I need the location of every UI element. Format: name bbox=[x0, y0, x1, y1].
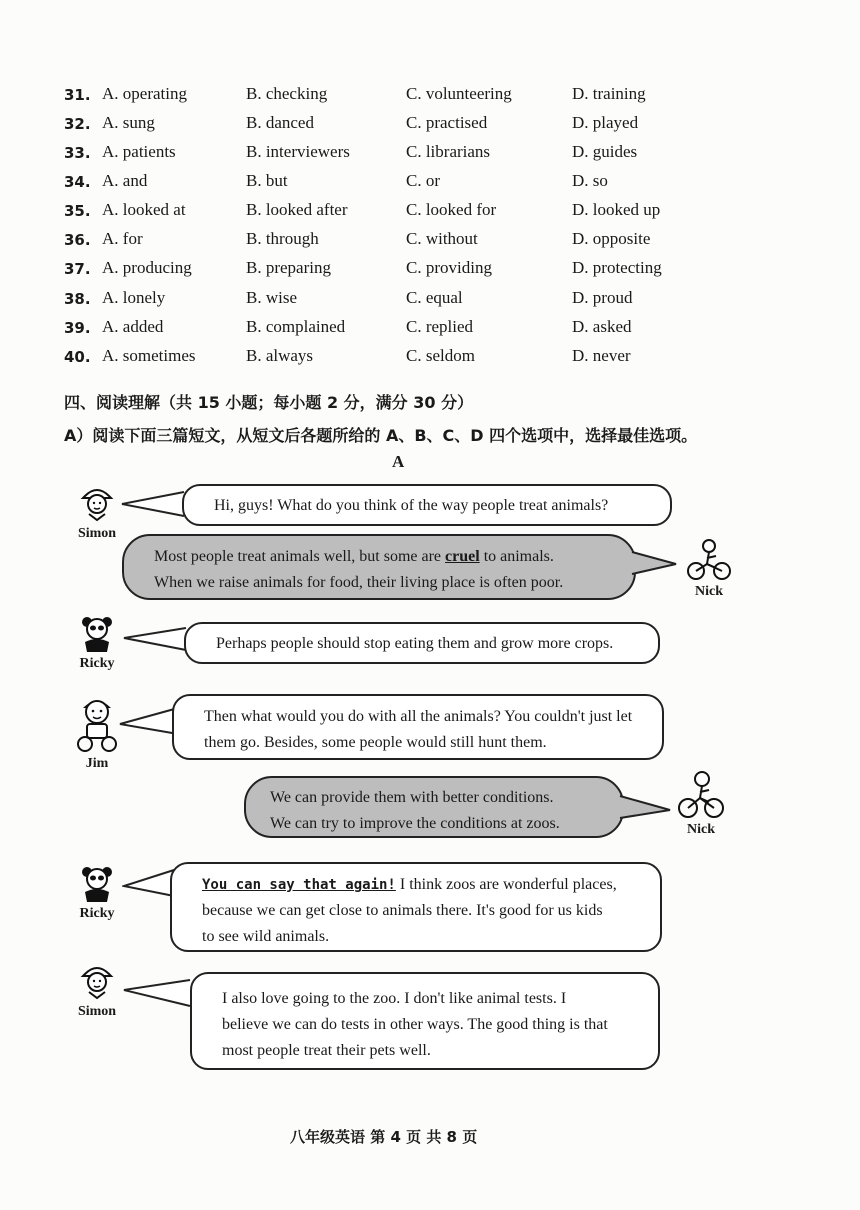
question-row bbox=[64, 200, 704, 224]
bubble-tail bbox=[122, 626, 192, 656]
question-row bbox=[64, 229, 704, 253]
question-number: 32. bbox=[64, 115, 91, 133]
question-number: 38. bbox=[64, 290, 91, 308]
bubble-text: most people treat their pets well. bbox=[222, 1042, 431, 1059]
speaker-name: Nick bbox=[695, 584, 723, 599]
option-c: C. volunteering bbox=[406, 84, 512, 103]
bubble-text: You can say that again! I think zoos are wonderful places, bbox=[202, 876, 617, 893]
option-b: B. always bbox=[246, 346, 314, 365]
option-d: D. asked bbox=[572, 317, 632, 336]
bubble-text: to see wild animals. bbox=[202, 928, 330, 945]
question-row bbox=[64, 84, 704, 108]
option-a: A. lonely bbox=[102, 288, 166, 307]
option-a: A. sung bbox=[102, 113, 155, 132]
bubble-text: Then what would you do with all the animals? You couldn't just let bbox=[204, 708, 633, 725]
option-b: B. complained bbox=[246, 317, 346, 336]
option-d: D. opposite bbox=[572, 229, 651, 248]
option-b: B. but bbox=[246, 171, 288, 190]
option-a: A. patients bbox=[102, 142, 176, 161]
question-row bbox=[64, 113, 704, 137]
option-b: B. wise bbox=[246, 288, 297, 307]
option-a: A. looked at bbox=[102, 200, 186, 219]
option-d: D. looked up bbox=[572, 200, 661, 219]
page-footer: 八年级英语 第 4 页 共 8 页 bbox=[290, 1128, 478, 1146]
question-row bbox=[64, 171, 704, 195]
passage-letter: A bbox=[392, 452, 405, 471]
option-d: D. played bbox=[572, 113, 639, 132]
speech-bubble-gray bbox=[122, 534, 636, 600]
panda-icon bbox=[77, 614, 117, 654]
bubble-text: When we raise animals for food, their living place is often poor. bbox=[154, 574, 564, 591]
bubble-text: I also love going to the zoo. I don't like animal tests. I bbox=[222, 990, 567, 1007]
speaker-nick-2 bbox=[666, 770, 736, 838]
key-phrase: You can say that again! bbox=[202, 877, 396, 893]
question-number: 35. bbox=[64, 202, 91, 220]
speech-bubble bbox=[190, 972, 660, 1070]
question-number: 37. bbox=[64, 260, 91, 278]
bubble-text: Most people treat animals well, but some are cruel to animals. bbox=[154, 548, 554, 565]
boy-cap-icon bbox=[75, 958, 119, 1002]
option-c: C. without bbox=[406, 229, 478, 248]
bubble-text: believe we can do tests in other ways. The good thing is that bbox=[222, 1016, 608, 1033]
option-c: C. looked for bbox=[406, 200, 497, 219]
option-b: B. looked after bbox=[246, 200, 348, 219]
option-d: D. protecting bbox=[572, 258, 662, 277]
bubble-text: Hi, guys! What do you think of the way people treat animals? bbox=[214, 497, 609, 514]
speaker-name: Ricky bbox=[79, 656, 115, 671]
option-c: C. librarians bbox=[406, 142, 491, 161]
option-b: B. preparing bbox=[246, 258, 331, 277]
option-d: D. so bbox=[572, 171, 608, 190]
option-c: C. providing bbox=[406, 258, 492, 277]
option-a: A. for bbox=[102, 229, 143, 248]
option-b: B. interviewers bbox=[246, 142, 350, 161]
option-d: D. proud bbox=[572, 288, 633, 307]
key-word: cruel bbox=[445, 548, 480, 565]
question-number: 39. bbox=[64, 319, 91, 337]
question-number: 36. bbox=[64, 231, 91, 249]
option-c: C. seldom bbox=[406, 346, 475, 365]
question-row bbox=[64, 288, 704, 312]
bubble-text: We can provide them with better conditions. bbox=[270, 789, 554, 806]
panda-icon bbox=[77, 864, 117, 904]
option-c: C. or bbox=[406, 171, 440, 190]
speech-bubble bbox=[170, 862, 662, 952]
bubble-tail bbox=[120, 490, 190, 520]
option-b: B. checking bbox=[246, 84, 328, 103]
bubble-text: them go. Besides, some people would still hunt them. bbox=[204, 734, 547, 751]
section-instruction: A）阅读下面三篇短文，从短文后各题所给的 A、B、C、D 四个选项中，选择最佳选项。 bbox=[64, 426, 698, 445]
speaker-nick-1 bbox=[674, 538, 744, 600]
speech-bubble-gray bbox=[244, 776, 624, 838]
option-a: A. added bbox=[102, 317, 164, 336]
option-c: C. replied bbox=[406, 317, 474, 336]
speech-bubble bbox=[172, 694, 664, 760]
option-a: A. producing bbox=[102, 258, 192, 277]
option-a: A. and bbox=[102, 171, 148, 190]
question-number: 33. bbox=[64, 144, 91, 162]
speech-bubble bbox=[182, 484, 672, 526]
option-d: D. never bbox=[572, 346, 631, 365]
bubble-tail bbox=[122, 976, 194, 1010]
option-a: A. sometimes bbox=[102, 346, 196, 365]
boy-cap-icon bbox=[75, 480, 119, 524]
speaker-name: Nick bbox=[687, 822, 715, 837]
speaker-name: Simon bbox=[77, 1004, 117, 1019]
question-row bbox=[64, 317, 704, 341]
boy-icon bbox=[73, 694, 121, 754]
question-number: 31. bbox=[64, 86, 91, 104]
option-c: C. equal bbox=[406, 288, 463, 307]
question-number: 40. bbox=[64, 348, 91, 366]
section-title: 四、阅读理解（共 15 小题；每小题 2 分，满分 30 分） bbox=[64, 393, 474, 412]
bubble-text: because we can get close to animals there. It's good for us kids bbox=[202, 902, 603, 919]
option-a: A. operating bbox=[102, 84, 187, 103]
option-d: D. guides bbox=[572, 142, 638, 161]
option-b: B. through bbox=[246, 229, 319, 248]
option-d: D. training bbox=[572, 84, 646, 103]
question-row bbox=[64, 142, 704, 166]
bubble-tail bbox=[630, 548, 680, 578]
option-b: B. danced bbox=[246, 113, 314, 132]
speaker-name: Simon bbox=[77, 526, 117, 541]
speaker-name: Jim bbox=[85, 756, 109, 771]
question-row bbox=[64, 346, 704, 370]
bicycle-icon bbox=[678, 770, 724, 820]
bubble-text: We can try to improve the conditions at zoos. bbox=[270, 815, 560, 832]
option-c: C. practised bbox=[406, 113, 488, 132]
question-number: 34. bbox=[64, 173, 91, 191]
speaker-name: Ricky bbox=[79, 906, 115, 921]
bicycle-icon bbox=[686, 538, 732, 582]
bubble-text: Perhaps people should stop eating them and grow more crops. bbox=[216, 635, 614, 652]
speech-bubble bbox=[184, 622, 660, 664]
question-row bbox=[64, 258, 704, 282]
